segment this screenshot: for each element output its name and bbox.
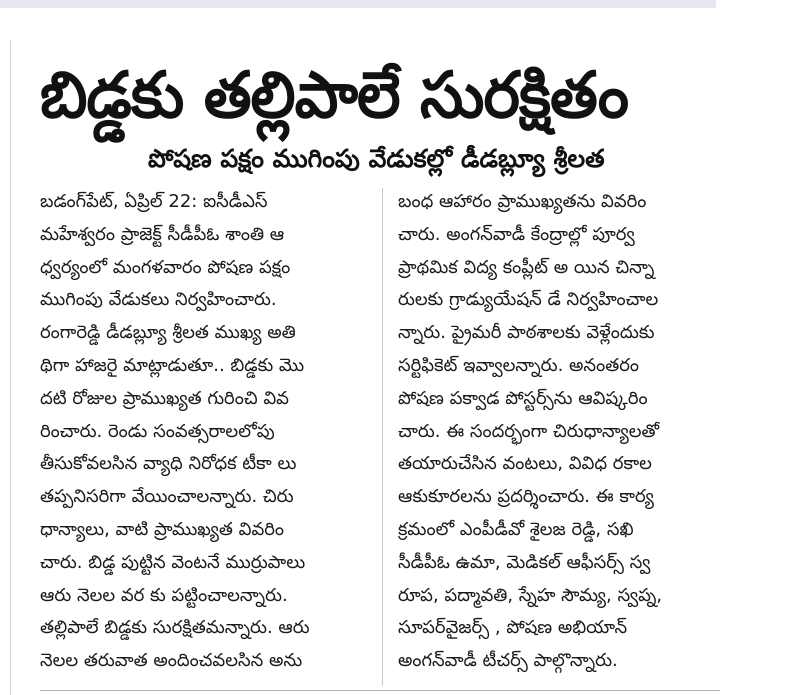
article-subheadline: పోషణ పక్షం ముగింపు వేడుకల్లో డీడబ్ల్యూ శ్రీలత [148,144,605,173]
body-line: తల్లిపాలే బిడ్డకు సురక్షితమన్నారు. ఆరు [40,617,310,639]
body-line: సర్టిఫికెట్‌ ఇవ్వాలన్నారు. అనంతరం [398,354,639,376]
body-line: అంగన్‌వాడీ టీచర్స్‌ పాల్గొన్నారు. [398,650,618,672]
left-margin-rule [10,40,11,695]
body-line: ప్రాథమిక విద్య కంప్లీట్‌ అ యిన చిన్నా [398,256,655,278]
body-line: ఆకుకూరలను ప్రదర్శించారు. ఈ కార్య [398,486,654,508]
article-column-right [398,186,728,678]
body-line: ముగింపు వేడుకలు నిర్వహించారు. [40,289,277,311]
body-line: తీసుకోవలసిన వ్యాధి నిరోధక టీకా లు [40,453,297,475]
top-strip [0,0,716,8]
body-line: మహేశ్వరం ప్రాజెక్ట్‌ సీడీపీఓ శాంతి ఆ [40,223,285,245]
body-line: తయారుచేసిన వంటలు, వివిధ రకాల [398,453,652,475]
body-line: తప్పనిసరిగా వేయించాలన్నారు. చిరు [40,486,294,508]
body-line: చారు. ఈ సందర్భంగా చిరుధాన్యాలతో [398,420,660,442]
body-line: ధ్వర్యంలో మంగళవారం పోషణ పక్షం [40,256,291,278]
body-line: సీడీపీఓ ఉమా, మెడికల్‌ ఆఫీసర్స్‌ స్వ [398,551,651,573]
article-column-left [40,186,370,678]
body-line: థిగా హాజరై మాట్లాడుతూ.. బిడ్డకు మొ [40,354,305,376]
body-line: రూప, పద్మావతి, స్నేహ సౌమ్య, స్వప్న, [398,584,663,606]
body-line: క్రమంలో ఎంపీడీవో శైలజ రెడ్డి, సఖి [398,518,634,540]
article-headline: బిడ్డకు తల్లిపాలే సురక్షితం [40,59,629,133]
body-line: చారు. అంగన్‌వాడీ కేంద్రాల్లో పూర్వ [398,223,635,245]
body-line: ధాన్యాలు, వాటి ప్రాముఖ్యత వివరిం [40,518,285,540]
column-divider [382,188,383,686]
bottom-rule [40,690,720,691]
body-line: సూపర్‌వైజర్స్‌ , పోషణ అభియాన్‌ [398,617,628,639]
body-line: పోషణ పక్వాడ పోస్టర్స్‌ను ఆవిష్కరిం [398,387,648,409]
body-line: రులకు గ్రాడ్యుయేషన్‌ డే నిర్వహించాల [398,289,659,311]
body-line: ఆరు నెలల వర కు పట్టించాలన్నారు. [40,584,288,606]
body-line: బంధ ఆహారం ప్రాముఖ్యతను వివరిం [398,191,647,212]
body-line: బడంగ్‌పేట్‌, ఏప్రిల్‌ 22: ఐసీడీఎస్‌ [40,191,268,212]
body-line: రంగారెడ్డి డీడబ్ల్యూ శ్రీలత ముఖ్య అతి [40,322,296,344]
body-line: న్నారు. ప్రైమరీ పాఠశాలకు వెళ్లేందుకు [398,322,655,344]
body-line: నెలల తరువాత అందించవలసిన అను [40,650,303,672]
body-line: దటి రోజుల ప్రాముఖ్యత గురించి వివ [40,387,289,409]
body-line: చారు. బిడ్డ పుట్టిన వెంటనే ముర్రుపాలు [40,551,306,573]
body-line: రించారు. రెండు సంవత్సరాలలోపు [40,420,275,442]
